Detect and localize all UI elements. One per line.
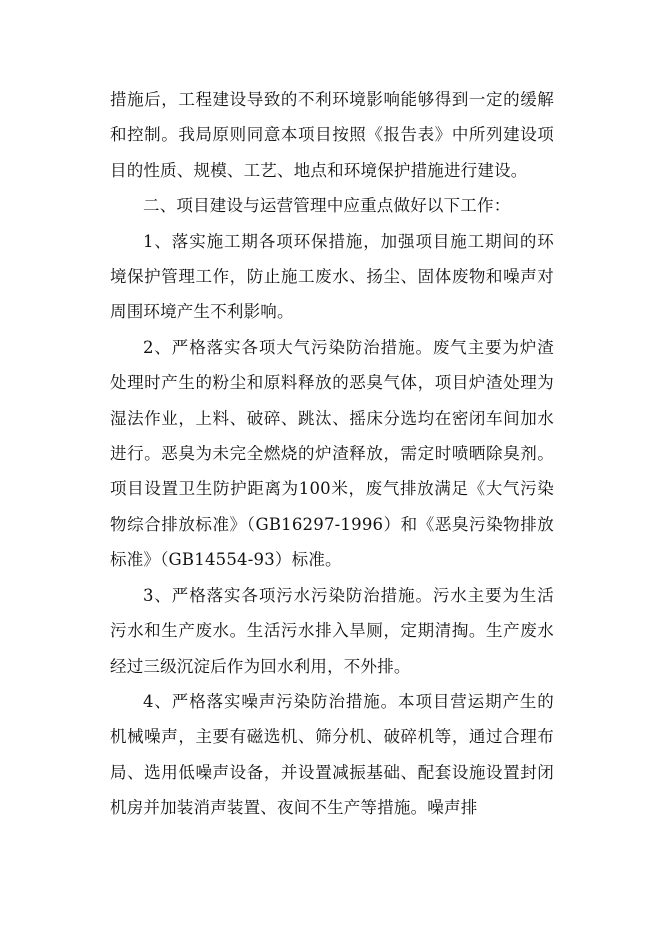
paragraph-item-3: 3、严格落实各项污水污染防治措施。污水主要为生活污水和生产废水。生活污水排入旱厕，定期清掏。生产废水经过三级沉淀后作为回水利用，不外排。 xyxy=(110,585,554,676)
paragraph-item-4: 4、严格落实噪声污染防治措施。本项目营运期产生的机械噪声，主要有磁选机、筛分机、破碎机等，通过合理布局、选用低噪声设备，并设置减振基础、配套设施设置封闭机房并加装消声装置、夜间不生产等措施。噪声排 xyxy=(110,691,554,818)
paragraph-continuation: 措施后，工程建设导致的不利环境影响能够得到一定的缓解和控制。我局原则同意本项目按照《报告表》中所列建设项目的性质、规模、工艺、地点和环境保护措施进行建设。 xyxy=(110,90,554,180)
paragraph-section-heading: 二、项目建设与运营管理中应重点做好以下工作： xyxy=(143,196,511,216)
paragraph-item-1: 1、落实施工期各项环保措施，加强项目施工期间的环境保护管理工作，防止施工废水、扬尘、固体废物和噪声对周围环境产生不利影响。 xyxy=(110,231,554,322)
document-page xyxy=(110,82,554,826)
paragraph-item-2: 2、严格落实各项大气污染防治措施。废气主要为炉渣处理时产生的粉尘和原料释放的恶臭气体，项目炉渣处理为湿法作业，上料、破碎、跳汰、摇床分选均在密闭车间加水进行。恶臭为未完全燃烧的炉渣释放，需定时喷晒除臭剂。项目设置卫生防护距离为100米，废气排放满足《大气污染物综合排放标准》（GB16297-1996）和《恶臭污染物排放标准》（GB14554-93）标准。 xyxy=(110,337,554,570)
